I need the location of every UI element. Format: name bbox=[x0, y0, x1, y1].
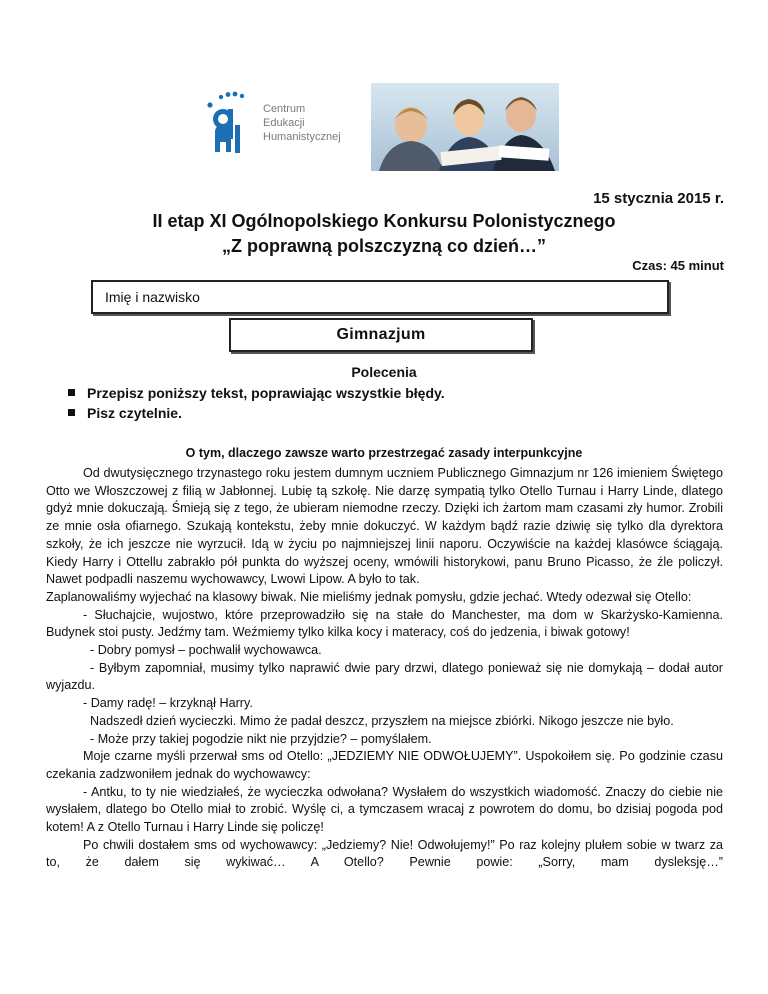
story-paragraph: - Antku, to ty nie wiedziałeś, że wycieczka odwołana? Wysłałem do wszystkich wiadomość. Znaczy do ciebie nie wysłałem, dlatego bo Otello miał to zrobić. Wyślę ci, a tymczasem wracaj z powrotem do domu, bo dzisiaj pogoda pod kotem! A z Otello Turnau i Harry Linde się policzę! bbox=[46, 784, 723, 835]
header-banner bbox=[183, 83, 559, 171]
story-text bbox=[46, 465, 723, 872]
story-paragraph: Nadszedł dzień wycieczki. Mimo że padał deszcz, przyszłem na miejsce zbiórki. Nikogo jeszcze nie było. bbox=[90, 713, 674, 728]
instruction-item bbox=[68, 405, 182, 421]
students-photo-image bbox=[371, 83, 559, 171]
logo-line: Humanistycznej bbox=[263, 131, 341, 143]
exam-date: 15 stycznia 2015 r. bbox=[593, 190, 724, 207]
story-paragraph: Moje czarne myśli przerwał sms od Otello: „JEDZIEMY NIE ODWOŁUJEMY”. Uspokoiłem się. Po godzinie czasu czekania zadzwoniłem jednak do wychowawcy: bbox=[46, 749, 723, 781]
name-field[interactable] bbox=[91, 280, 669, 314]
bullet-icon bbox=[68, 409, 75, 416]
exam-time: Czas: 45 minut bbox=[632, 258, 724, 273]
students-photo bbox=[371, 83, 559, 171]
level-label: Gimnazjum bbox=[336, 326, 426, 343]
cen-logo-icon bbox=[199, 89, 269, 169]
story-paragraph: - Może przy takiej pogodzie nikt nie przyjdzie? – pomyślałem. bbox=[90, 731, 432, 746]
name-field-label: Imię i nazwisko bbox=[105, 289, 200, 305]
logo-line: Centrum bbox=[263, 103, 306, 115]
instruction-text: Pisz czytelnie. bbox=[87, 405, 182, 421]
story-paragraph: Od dwutysięcznego trzynastego roku jestem dumnym uczniem Publicznego Gimnazjum nr 126 imieniem Świętego Otto we Włoszczowej z filią w Jabłonnej. Lubię tą szkołę. Nie darzę sympatią tylko Otello Turnau i Harry Linde, dlatego gdyż mnie dokuczają. Śmieją się z tego, że ubieram niemodne rzeczy. Dzięki ich żartom mam czasami zły humor. Zrobili ze mnie osła ofiarnego. Szukają kontekstu, żeby mnie dokuczyć. W każdym bądź razie dziwię się tylko dla dyrektora szkoły, że ich jeszcze nie wyrzucił. Idą w życiu po najmniejszej linii naporu. Oczywiście na każdej klasówce ściągają. Kiedy Harry i Ottellu zabrakło pół punkta do wyższej oceny, wmówili historykowi, panu Bruno Picasso, że źle policzył. Nawet podpadli naszemu wychowawcy, Lwowi Lipow. A było to tak. bbox=[46, 466, 723, 587]
instruction-item bbox=[68, 385, 445, 401]
story-paragraph: - Dobry pomysł – pochwalił wychowawca. bbox=[90, 643, 322, 658]
exam-subtitle: „Z poprawną polszczyzną co dzień…” bbox=[221, 236, 547, 256]
bullet-icon bbox=[68, 389, 75, 396]
story-paragraph: - Byłbym zapomniał, musimy tylko naprawić dwie pary drzwi, dlatego ponieważ się nie domykają – dodał autor wyjazdu. bbox=[46, 660, 723, 693]
instruction-text: Przepisz poniższy tekst, poprawiając wszystkie błędy. bbox=[87, 385, 445, 401]
logo-line: Edukacji bbox=[263, 117, 305, 129]
story-paragraph: - Słuchajcie, wujostwo, które przeprowadziło się na stałe do Manchester, ma dom w Skarżysko-Kamienna. Budynek stoi pusty. Jedźmy tam. Weźmiemy tylko kilka kocy i materacy, coś do jedzenia, i biwak gotowy! bbox=[46, 607, 723, 640]
cen-logo bbox=[183, 83, 371, 171]
exam-title: II etap XI Ogólnopolskiego Konkursu Polonistycznego bbox=[152, 211, 616, 231]
level-box bbox=[229, 318, 533, 352]
instructions-heading: Polecenia bbox=[351, 364, 417, 380]
logo-text bbox=[263, 102, 341, 144]
story-paragraph: Po chwili dostałem sms od wychowawcy: „Jedziemy? Nie! Odwołujemy!” Po raz kolejny plułem sobie w twarz za to, że dałem się wykiwać… A Otello? Pewnie powie: „Sorry, mam dysleksję…” bbox=[46, 837, 723, 870]
story-paragraph: - Damy radę! – krzyknął Harry. bbox=[83, 696, 253, 711]
story-title: O tym, dlaczego zawsze warto przestrzegać zasady interpunkcyjne bbox=[185, 446, 583, 460]
story-paragraph: Zaplanowaliśmy wyjechać na klasowy biwak. Nie mieliśmy jednak pomysłu, gdzie jechać. Wtedy odezwał się Otello: bbox=[46, 589, 692, 604]
